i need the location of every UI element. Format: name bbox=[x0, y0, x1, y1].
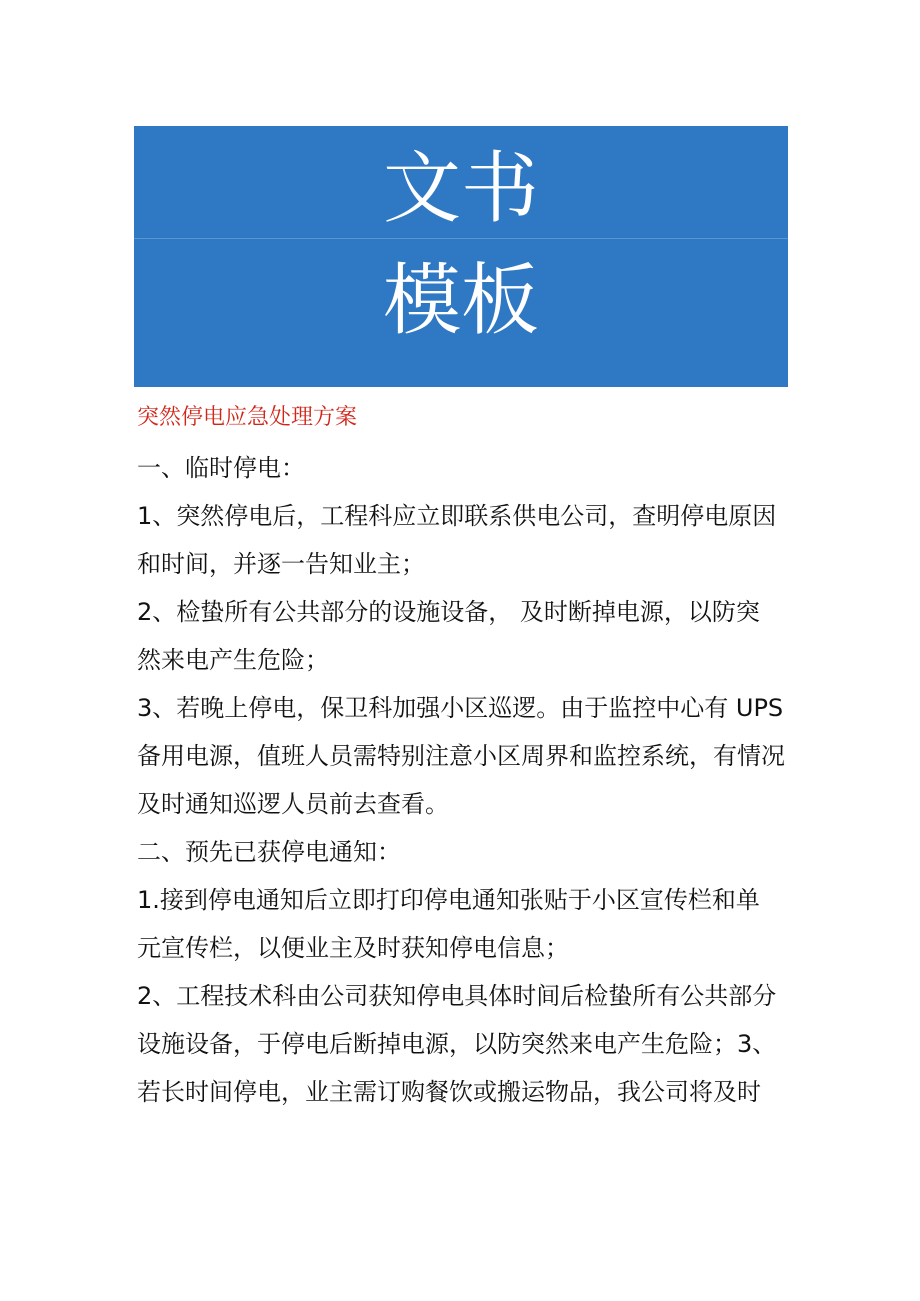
body-line: 2、检蛰所有公共部分的设施设备， 及时断掉电源，以防突 bbox=[137, 598, 760, 626]
banner-divider bbox=[134, 238, 788, 239]
body-line: 设施设备，于停电后断掉电源，以防突然来电产生危险；3、 bbox=[137, 1030, 777, 1058]
body-line: 和时间，并逐一告知业主； bbox=[137, 550, 425, 578]
document-title: 突然停电应急处理方案 bbox=[137, 405, 358, 430]
body-line: 备用电源，值班人员需特别注意小区周界和监控系统，有情况 bbox=[137, 742, 785, 770]
body-line: 1、突然停电后，工程科应立即联系供电公司，查明停电原因 bbox=[137, 502, 777, 530]
body-line: 及时通知巡逻人员前去查看。 bbox=[137, 790, 449, 818]
body-line: 3、若晚上停电，保卫科加强小区巡逻。由于监控中心有 UPS bbox=[137, 694, 784, 722]
body-line: 若长时间停电，业主需订购餐饮或搬运物品，我公司将及时 bbox=[137, 1078, 761, 1106]
body-line: 1.接到停电通知后立即打印停电通知张贴于小区宣传栏和单 bbox=[137, 886, 760, 914]
section-heading-temporary-outage: 一、临时停电： bbox=[137, 454, 305, 482]
body-line: 元宣传栏，以便业主及时获知停电信息； bbox=[137, 934, 569, 962]
banner-title-line-1: 文书 bbox=[382, 144, 539, 234]
section-heading-notified-outage: 二、预先已获停电通知： bbox=[137, 838, 401, 866]
body-line: 2、工程技术科由公司获知停电具体时间后检蛰所有公共部分 bbox=[137, 982, 777, 1010]
body-line: 然来电产生危险； bbox=[137, 646, 329, 674]
document-body bbox=[137, 444, 792, 1116]
banner-title-line-2: 模板 bbox=[382, 256, 539, 346]
